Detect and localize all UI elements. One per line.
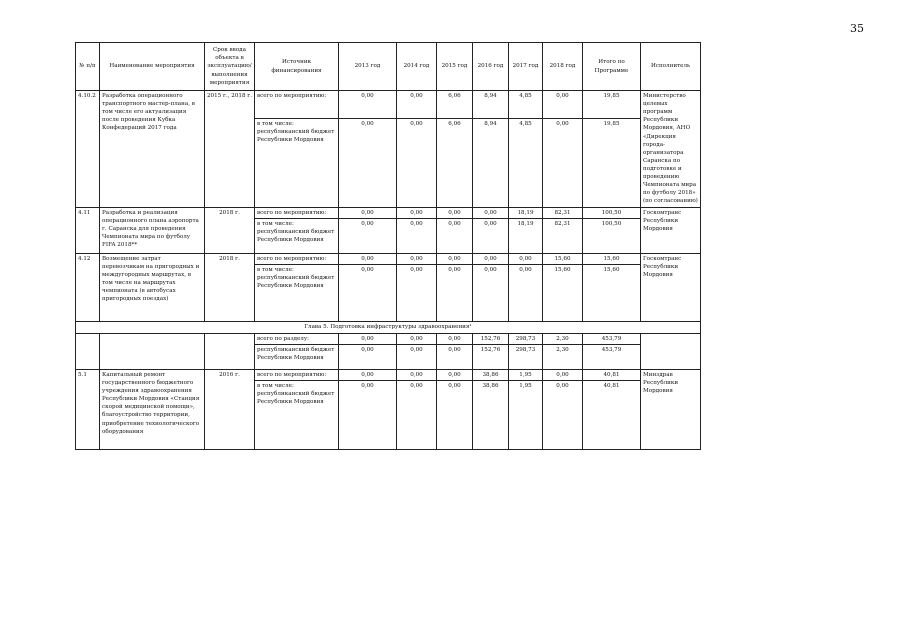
row-num: [76, 333, 100, 369]
row-num: 4.10.2: [76, 91, 100, 208]
header-row: [76, 43, 701, 91]
value-cell: 0,00: [397, 264, 437, 321]
value-cell: 82,31: [543, 207, 583, 218]
total-cell: 40,81: [583, 369, 641, 380]
total-cell: 453,79: [583, 333, 641, 344]
row-name: Разработка и реализация операционного плана аэропорта г. Саранска для проведения Чемпионата мира по футболу FIFA 2018**: [100, 207, 205, 253]
value-cell: 0,00: [473, 264, 509, 321]
total-cell: 100,50: [583, 207, 641, 218]
total-cell: 15,60: [583, 264, 641, 321]
header-2018: 2018 год: [543, 43, 583, 91]
total-cell: 100,50: [583, 218, 641, 253]
value-cell: 0,00: [473, 207, 509, 218]
value-cell: 38,86: [473, 369, 509, 380]
row-executor: [641, 333, 701, 369]
row-executor: Минздрав Республики Мордовия: [641, 369, 701, 449]
table-row: [76, 253, 701, 264]
row-term: [205, 333, 255, 369]
value-cell: 0,00: [339, 333, 397, 344]
header-name: Наименование мероприятия: [100, 43, 205, 91]
header-source: Источник финансирования: [255, 43, 339, 91]
value-cell: 1,95: [509, 369, 543, 380]
value-cell: 0,00: [543, 380, 583, 449]
row-name: Разработка операционного транспортного мастер-плана, в том числе его актуализация после проведения Кубка Конфедераций 2017 года: [100, 91, 205, 208]
table-row: [76, 91, 701, 119]
value-cell: 0,00: [397, 91, 437, 119]
value-cell: 0,00: [339, 91, 397, 119]
value-cell: 0,00: [339, 207, 397, 218]
header-2014: 2014 год: [397, 43, 437, 91]
row-term: 2018 г.: [205, 253, 255, 321]
value-cell: 152,76: [473, 333, 509, 344]
value-cell: 4,85: [509, 118, 543, 207]
value-cell: 0,00: [437, 369, 473, 380]
value-cell: 0,00: [397, 253, 437, 264]
row-source: в том числе: республиканский бюджет Республики Мордовия: [255, 380, 339, 449]
value-cell: 2,30: [543, 333, 583, 344]
row-source: в том числе: республиканский бюджет Республики Мордовия: [255, 264, 339, 321]
row-name: Возмещение затрат перевозчикам на пригородных и междугородных маршрутах, в том числе на маршрутах чемпионата (в автобусах пригородных поездах): [100, 253, 205, 321]
row-executor: Госкомтранс Республики Мордовия: [641, 207, 701, 253]
header-executor: Исполнитель: [641, 43, 701, 91]
header-term: Срок ввода объекта в эксплуатацию/ выполнения мероприятия: [205, 43, 255, 91]
value-cell: 0,00: [509, 253, 543, 264]
header-2015: 2015 год: [437, 43, 473, 91]
value-cell: 2,30: [543, 344, 583, 369]
value-cell: 0,00: [437, 333, 473, 344]
value-cell: 0,00: [473, 253, 509, 264]
value-cell: 152,76: [473, 344, 509, 369]
total-cell: 19,85: [583, 91, 641, 119]
header-num: № п/п: [76, 43, 100, 91]
value-cell: 0,00: [437, 264, 473, 321]
header-2017: 2017 год: [509, 43, 543, 91]
table-row: [76, 369, 701, 380]
value-cell: 0,00: [397, 118, 437, 207]
row-term: 2015 г., 2018 г.: [205, 91, 255, 208]
value-cell: 298,73: [509, 333, 543, 344]
value-cell: 0,00: [509, 264, 543, 321]
value-cell: 0,00: [397, 218, 437, 253]
value-cell: 38,86: [473, 380, 509, 449]
value-cell: 4,85: [509, 91, 543, 119]
value-cell: 6,06: [437, 91, 473, 119]
row-source: всего по мероприятию:: [255, 253, 339, 264]
row-source: республиканский бюджет Республики Мордовия: [255, 344, 339, 369]
value-cell: 0,00: [339, 218, 397, 253]
row-source: всего по разделу:: [255, 333, 339, 344]
row-source: всего по мероприятию:: [255, 369, 339, 380]
header-2013: 2013 год: [339, 43, 397, 91]
total-cell: 15,60: [583, 253, 641, 264]
value-cell: 0,00: [437, 253, 473, 264]
row-source: в том числе: республиканский бюджет Республики Мордовия: [255, 218, 339, 253]
value-cell: 8,94: [473, 118, 509, 207]
value-cell: 0,00: [339, 344, 397, 369]
section-title: Глава 5. Подготовка инфраструктуры здравоохранения¹: [76, 321, 701, 333]
value-cell: 0,00: [437, 218, 473, 253]
value-cell: 15,60: [543, 253, 583, 264]
row-source: всего по мероприятию:: [255, 91, 339, 119]
value-cell: 15,60: [543, 264, 583, 321]
value-cell: 0,00: [397, 207, 437, 218]
row-term: 2018 г.: [205, 207, 255, 253]
value-cell: 0,00: [339, 118, 397, 207]
value-cell: 298,73: [509, 344, 543, 369]
total-cell: 453,79: [583, 344, 641, 369]
value-cell: 0,00: [339, 253, 397, 264]
row-executor: Госкомтранс Республики Мордовия: [641, 253, 701, 321]
program-table: [75, 42, 701, 450]
value-cell: 0,00: [543, 91, 583, 119]
total-cell: 40,81: [583, 380, 641, 449]
header-2016: 2016 год: [473, 43, 509, 91]
row-source: в том числе: республиканский бюджет Республики Мордовия: [255, 118, 339, 207]
row-executor: Министерство целевых программ Республики Мордовия, АНО «Дирекция города-организатора Саранска по подготовке и проведению Чемпионата мира по футболу 2018» (по согласованию): [641, 91, 701, 208]
value-cell: 82,31: [543, 218, 583, 253]
value-cell: 0,00: [339, 369, 397, 380]
value-cell: 0,00: [437, 207, 473, 218]
row-num: 4.12: [76, 253, 100, 321]
row-num: 4.11: [76, 207, 100, 253]
value-cell: 1,95: [509, 380, 543, 449]
value-cell: 0,00: [437, 344, 473, 369]
section-row: [76, 321, 701, 333]
table-row: [76, 207, 701, 218]
value-cell: 0,00: [339, 264, 397, 321]
row-name: [100, 333, 205, 369]
value-cell: 6,06: [437, 118, 473, 207]
total-cell: 19,85: [583, 118, 641, 207]
value-cell: 0,00: [437, 380, 473, 449]
value-cell: 0,00: [543, 118, 583, 207]
row-name: Капитальный ремонт государственного бюджетного учреждения здравоохранения Республики Мордовия «Станция скорой медицинской помощи», благоустройство территории, приобретение технологического оборудования: [100, 369, 205, 449]
value-cell: 0,00: [397, 333, 437, 344]
row-source: всего по мероприятию:: [255, 207, 339, 218]
value-cell: 0,00: [397, 369, 437, 380]
row-num: 5.1: [76, 369, 100, 449]
value-cell: 0,00: [397, 344, 437, 369]
value-cell: 0,00: [543, 369, 583, 380]
value-cell: 8,94: [473, 91, 509, 119]
page-number: 35: [850, 22, 864, 35]
value-cell: 0,00: [397, 380, 437, 449]
value-cell: 18,19: [509, 207, 543, 218]
header-total: Итого по Программе: [583, 43, 641, 91]
value-cell: 0,00: [339, 380, 397, 449]
value-cell: 0,00: [473, 218, 509, 253]
table-row: [76, 333, 701, 344]
value-cell: 18,19: [509, 218, 543, 253]
row-term: 2016 г.: [205, 369, 255, 449]
